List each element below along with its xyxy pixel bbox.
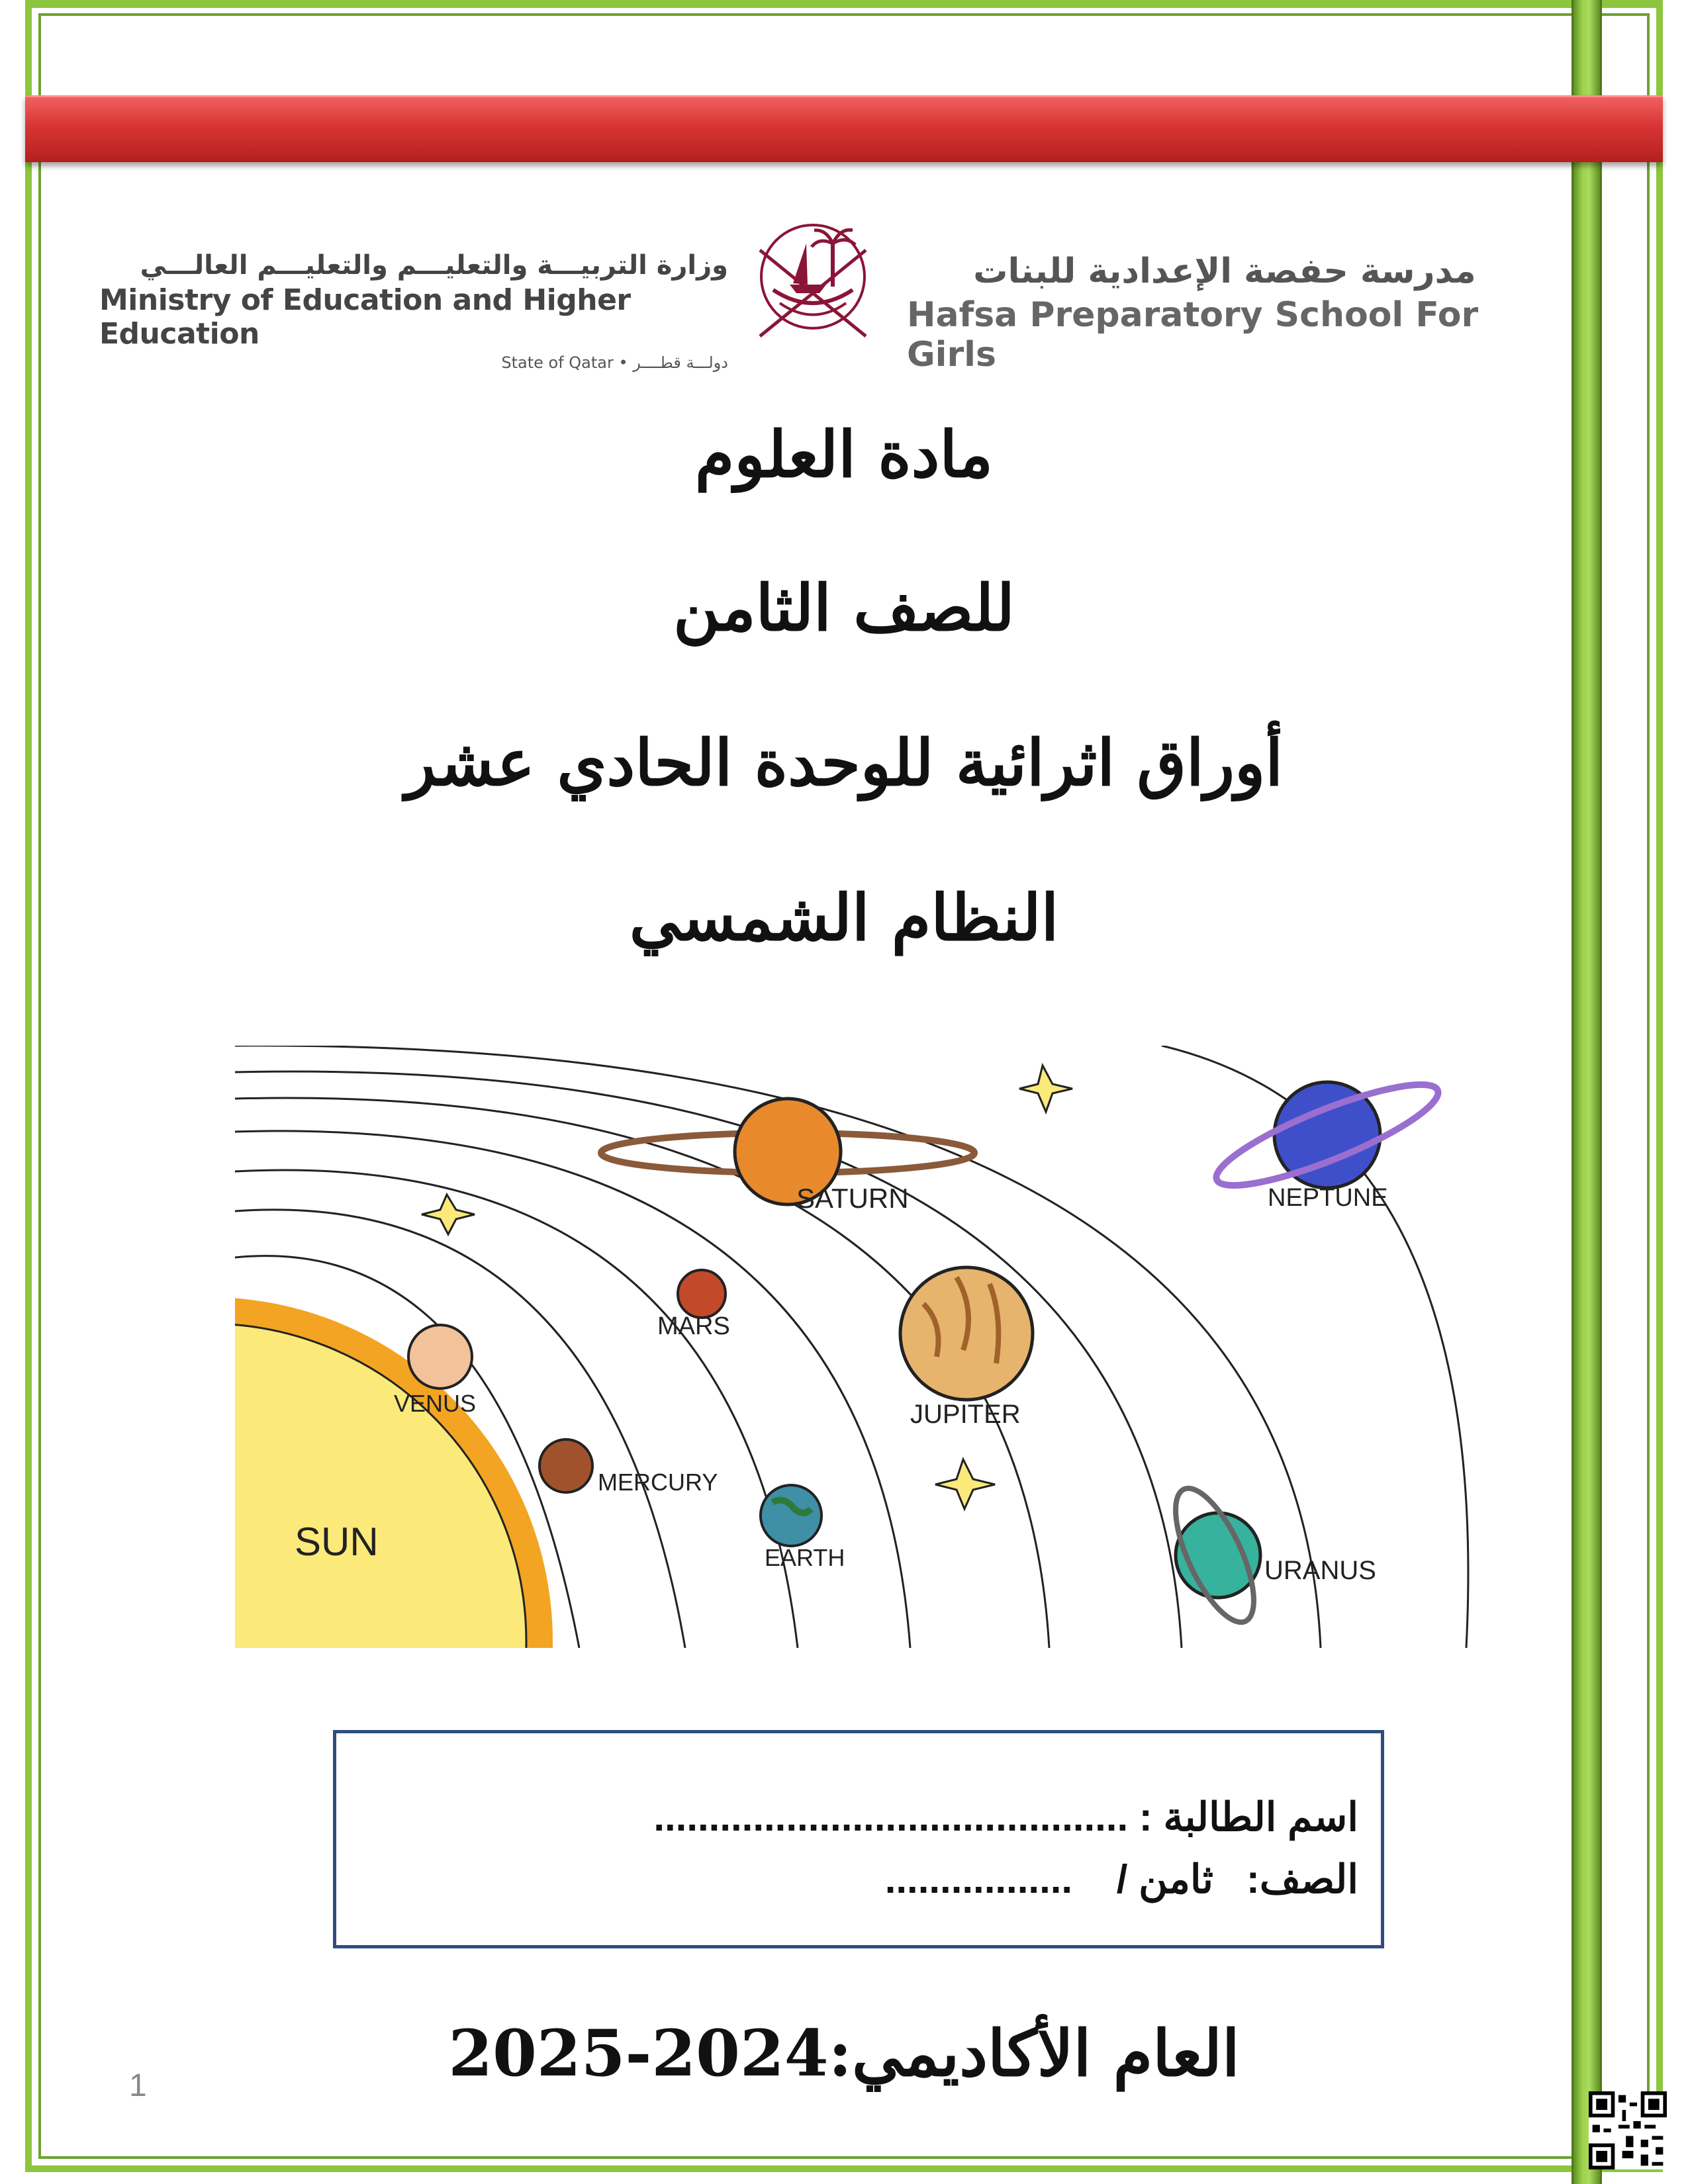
mercury-planet xyxy=(539,1439,592,1492)
student-class-value: ثامن / xyxy=(1116,1857,1213,1901)
earth-label: EARTH xyxy=(765,1544,845,1571)
student-class-row xyxy=(885,1856,1358,1903)
star-icon xyxy=(935,1459,995,1509)
earth-planet xyxy=(761,1485,821,1546)
student-name-field[interactable]: ........................................... xyxy=(653,1795,1129,1839)
mercury-label: MERCURY xyxy=(598,1469,718,1496)
uranus-label: URANUS xyxy=(1264,1556,1376,1585)
solar-system-illustration xyxy=(235,1046,1479,1648)
grade-title: للصف الثامن xyxy=(673,570,1015,645)
school-logo-text xyxy=(907,251,1542,375)
venus-label: VENUS xyxy=(394,1390,477,1417)
school-name-en: Hafsa Preparatory School For Girls xyxy=(907,295,1479,375)
neptune-label: NEPTUNE xyxy=(1268,1184,1388,1212)
student-name-label: اسم الطالبة : xyxy=(1139,1795,1358,1839)
jupiter-label: JUPITER xyxy=(910,1400,1021,1429)
mars-label: MARS xyxy=(657,1312,730,1340)
sun-label: SUN xyxy=(295,1520,379,1564)
ministry-state: State of Qatar • دولـــة قطــــر xyxy=(501,353,728,372)
qatar-emblem-icon xyxy=(733,210,892,349)
mars-planet xyxy=(678,1270,726,1318)
ministry-name-ar: وزارة التربيـــة والتعليـــم والتعليـــم العالـــي xyxy=(140,250,728,281)
page-number: 1 xyxy=(129,2068,147,2103)
red-header-band xyxy=(25,95,1663,162)
student-name-row xyxy=(653,1794,1358,1841)
academic-year: العام الأكاديمي:2024-2025 xyxy=(448,2016,1240,2091)
ministry-logo-text xyxy=(99,250,728,372)
star-icon xyxy=(1019,1066,1072,1112)
student-class-label: الصف: xyxy=(1246,1857,1358,1901)
ministry-name-en: Ministry of Education and Higher Education xyxy=(99,283,631,351)
student-class-field[interactable]: ................. xyxy=(884,1857,1073,1901)
student-info-box xyxy=(333,1730,1384,1948)
green-vertical-bar xyxy=(1571,0,1602,2184)
qr-code-icon xyxy=(1589,2091,1667,2169)
worksheets-title: أوراق اثرائية للوحدة الحادي عشر xyxy=(405,725,1283,800)
school-name-ar: مدرسة حفصة الإعدادية للبنات xyxy=(973,251,1476,291)
star-icon xyxy=(422,1195,475,1234)
unit-title: النظام الشمسي xyxy=(629,880,1059,955)
sun xyxy=(235,1297,553,1648)
venus-planet xyxy=(408,1325,472,1388)
saturn-label: SATURN xyxy=(796,1183,909,1214)
subject-title: مادة العلوم xyxy=(694,417,994,492)
